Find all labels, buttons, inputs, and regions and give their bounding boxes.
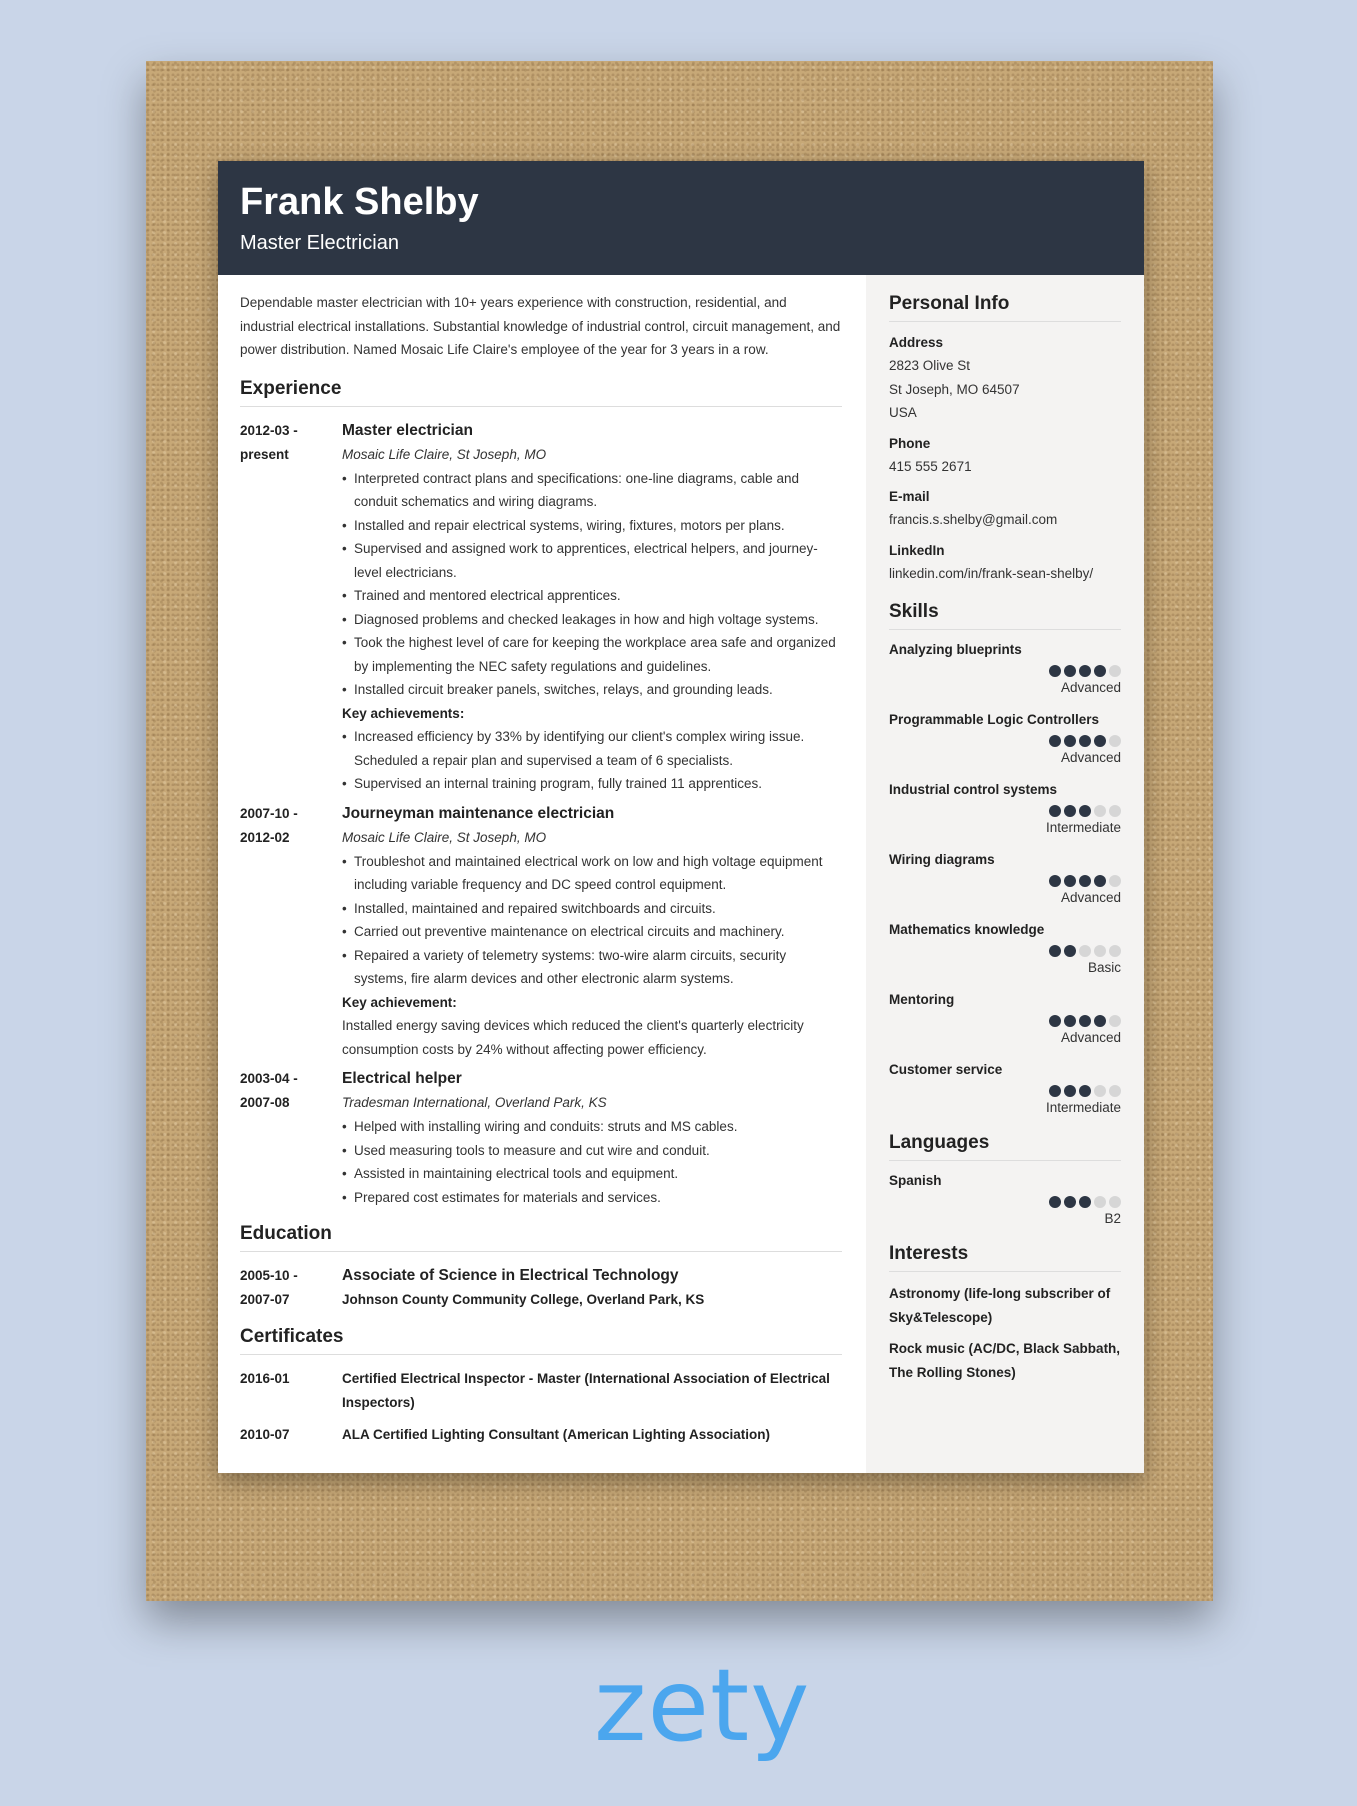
- bullet: • Prepared cost estimates for materials and services.: [342, 1186, 842, 1210]
- rating-dot-empty: [1109, 1085, 1121, 1097]
- email-block: [889, 486, 1121, 532]
- education-date-end: 2007-07: [240, 1292, 290, 1307]
- skill-name: Industrial control systems: [889, 782, 1058, 797]
- phone-block: [889, 433, 1121, 479]
- rating-dots: [889, 1084, 1121, 1098]
- proficiency-level: Basic: [1087, 960, 1121, 975]
- bullet: • Diagnosed problems and checked leakages in how and high voltage systems.: [342, 608, 842, 632]
- skill-item: [889, 710, 1121, 768]
- rating-dot-filled: [1079, 1196, 1091, 1208]
- skill-item: [889, 1060, 1121, 1118]
- proficiency-level: Advanced: [1060, 680, 1121, 695]
- language-name: Spanish: [889, 1173, 942, 1188]
- skill-item: [889, 920, 1121, 978]
- rating-dots: [889, 944, 1121, 958]
- bullet: • Supervised an internal training program, fully trained 11 apprentices.: [342, 772, 842, 796]
- rating-dot-filled: [1079, 665, 1091, 677]
- proficiency-level: Advanced: [1060, 750, 1121, 765]
- job-date-end: present: [240, 446, 289, 462]
- certificate-entry: [240, 1367, 842, 1415]
- rating-dots: [889, 874, 1121, 888]
- rating-dot-filled: [1049, 805, 1061, 817]
- interest-item: Rock music (AC/DC, Black Sabbath, The Rolling Stones): [889, 1341, 1121, 1380]
- education-date-start: 2005-10 -: [240, 1268, 298, 1283]
- skill-item: [889, 640, 1121, 698]
- bullet: • Interpreted contract plans and specifications: one-line diagrams, cable and conduit schematics and wiring diagrams.: [342, 467, 842, 514]
- languages-heading: Languages: [889, 1132, 1121, 1161]
- rating-dot-filled: [1049, 1015, 1061, 1027]
- bullet: • Supervised and assigned work to apprentices, electrical helpers, and journey-level electricians.: [342, 537, 842, 584]
- skill-name: Customer service: [889, 1062, 1003, 1077]
- rating-dot-empty: [1094, 805, 1106, 817]
- proficiency-level: Advanced: [1060, 1030, 1121, 1045]
- rating-dot-filled: [1064, 945, 1076, 957]
- job-role: Electrical helper: [342, 1070, 462, 1087]
- rating-dot-empty: [1094, 1085, 1106, 1097]
- interests-heading: Interests: [889, 1243, 1121, 1272]
- proficiency-level: Advanced: [1060, 890, 1121, 905]
- key-achievement-heading: Key achievement:: [342, 994, 457, 1010]
- rating-dot-empty: [1094, 1196, 1106, 1208]
- sidebar: [866, 275, 1144, 1473]
- job-entry: [240, 419, 842, 796]
- rating-dots: [889, 1195, 1121, 1209]
- rating-dot-filled: [1049, 875, 1061, 887]
- linkedin-label: LinkedIn: [889, 542, 945, 558]
- phone-value: 415 555 2671: [889, 458, 972, 474]
- job-date-start: 2012-03 -: [240, 422, 298, 438]
- email-value: francis.s.shelby@gmail.com: [889, 512, 1058, 527]
- job-bullets: [342, 467, 842, 702]
- skill-item: [889, 780, 1121, 838]
- rating-dot-empty: [1109, 1196, 1121, 1208]
- proficiency-level: Intermediate: [1045, 820, 1121, 835]
- rating-dot-filled: [1064, 735, 1076, 747]
- education-heading: Education: [240, 1223, 842, 1252]
- rating-dot-filled: [1064, 1085, 1076, 1097]
- job-entry: [240, 802, 842, 1062]
- key-achievement-text: Installed energy saving devices which reduced the client's quarterly electricity consumption costs by 24% without affecting power efficiency.: [342, 1018, 804, 1057]
- bullet: • Installed and repair electrical systems, wiring, fixtures, motors per plans.: [342, 514, 842, 538]
- rating-dot-filled: [1049, 735, 1061, 747]
- skills-list: [889, 640, 1121, 1118]
- rating-dot-filled: [1094, 875, 1106, 887]
- achievement-bullets: [342, 725, 842, 796]
- language-item: [889, 1171, 1121, 1229]
- rating-dot-filled: [1079, 735, 1091, 747]
- skills-heading: Skills: [889, 601, 1121, 630]
- rating-dot-filled: [1064, 875, 1076, 887]
- education-dates: [240, 1264, 342, 1312]
- resume-page: [218, 161, 1144, 1473]
- email-label: E-mail: [889, 489, 930, 504]
- rating-dot-empty: [1109, 1015, 1121, 1027]
- rating-dot-empty: [1094, 945, 1106, 957]
- rating-dot-filled: [1079, 805, 1091, 817]
- phone-label: Phone: [889, 435, 931, 451]
- rating-dot-empty: [1109, 665, 1121, 677]
- job-date-end: 2012-02: [240, 829, 290, 845]
- rating-dot-filled: [1079, 1015, 1091, 1027]
- bullet: • Installed circuit breaker panels, switches, relays, and grounding leads.: [342, 678, 842, 702]
- resume-header: [218, 161, 1144, 275]
- skill-name: Mentoring: [889, 992, 955, 1007]
- bullet: • Carried out preventive maintenance on electrical circuits and machinery.: [342, 920, 842, 944]
- certificate-date: 2016-01: [240, 1371, 290, 1386]
- linkedin-value: linkedin.com/in/frank-sean-shelby/: [889, 565, 1094, 581]
- job-date-start: 2003-04 -: [240, 1071, 298, 1086]
- rating-dot-empty: [1109, 945, 1121, 957]
- address-line: 2823 Olive St: [889, 358, 971, 373]
- job-company: Mosaic Life Claire, St Joseph, MO: [342, 829, 547, 845]
- certificates-heading: Certificates: [240, 1326, 842, 1355]
- skill-item: [889, 990, 1121, 1048]
- job-date-start: 2007-10 -: [240, 805, 298, 821]
- certificate-entry: [240, 1423, 842, 1447]
- proficiency-level: Intermediate: [1045, 1100, 1121, 1115]
- rating-dot-filled: [1049, 945, 1061, 957]
- candidate-title: Master Electrician: [240, 232, 399, 254]
- address-block: [889, 332, 1121, 425]
- proficiency-level: B2: [1104, 1211, 1121, 1226]
- skill-item: [889, 850, 1121, 908]
- job-dates: [240, 419, 342, 796]
- bullet: • Troubleshot and maintained electrical work on low and high voltage equipment including variable frequency and DC speed control equipment.: [342, 850, 842, 897]
- rating-dot-empty: [1109, 805, 1121, 817]
- bullet: • Trained and mentored electrical apprentices.: [342, 584, 842, 608]
- rating-dot-filled: [1049, 1196, 1061, 1208]
- summary: Dependable master electrician with 10+ years experience with construction, residential, and industrial electrical installations. Substantial knowledge of industrial control, circuit management, and power distribution. Named Mosaic Life Claire's employee of the year for 3 years in a row.: [240, 295, 841, 357]
- certificate-date: 2010-07: [240, 1427, 290, 1442]
- rating-dot-filled: [1064, 665, 1076, 677]
- rating-dot-empty: [1079, 945, 1091, 957]
- skill-name: Wiring diagrams: [889, 852, 995, 867]
- job-entry: [240, 1067, 842, 1209]
- degree: Associate of Science in Electrical Technology: [342, 1267, 679, 1284]
- interest-item: Astronomy (life-long subscriber of Sky&Telescope): [889, 1286, 1111, 1325]
- bullet: • Took the highest level of care for keeping the workplace area safe and organized by implementing the NEC safety regulations and guidelines.: [342, 631, 842, 678]
- zety-logo: zety: [594, 1647, 811, 1764]
- skill-name: Analyzing blueprints: [889, 642, 1022, 657]
- rating-dot-filled: [1079, 1085, 1091, 1097]
- rating-dot-filled: [1094, 1015, 1106, 1027]
- rating-dots: [889, 1014, 1121, 1028]
- bullet: • Installed, maintained and repaired switchboards and circuits.: [342, 897, 842, 921]
- skill-name: Programmable Logic Controllers: [889, 712, 1100, 727]
- education-entry: [240, 1264, 842, 1312]
- key-achievements-heading: Key achievements:: [342, 705, 465, 721]
- certificate-name: Certified Electrical Inspector - Master (International Association of Electrical Inspectors): [342, 1371, 830, 1410]
- job-dates: [240, 802, 342, 1062]
- job-bullets: [342, 1115, 842, 1209]
- candidate-name: Frank Shelby: [240, 181, 479, 223]
- skill-name: Mathematics knowledge: [889, 922, 1045, 937]
- rating-dot-filled: [1049, 1085, 1061, 1097]
- rating-dot-filled: [1094, 665, 1106, 677]
- bullet: • Assisted in maintaining electrical tools and equipment.: [342, 1162, 842, 1186]
- school: Johnson County Community College, Overland Park, KS: [342, 1292, 705, 1307]
- rating-dot-filled: [1064, 805, 1076, 817]
- linkedin-block: [889, 540, 1121, 586]
- languages-list: [889, 1171, 1121, 1229]
- main-column: [218, 275, 866, 1473]
- address-line: USA: [889, 405, 917, 420]
- rating-dot-filled: [1064, 1196, 1076, 1208]
- rating-dots: [889, 734, 1121, 748]
- rating-dot-filled: [1079, 875, 1091, 887]
- personal-info-heading: Personal Info: [889, 293, 1121, 322]
- job-company: Mosaic Life Claire, St Joseph, MO: [342, 446, 547, 462]
- job-role: Journeyman maintenance electrician: [342, 804, 615, 822]
- address-label: Address: [889, 335, 944, 350]
- rating-dot-filled: [1094, 735, 1106, 747]
- bullet: • Increased efficiency by 33% by identifying our client's complex wiring issue. Scheduled a repair plan and supervised a team of 6 specialists.: [342, 725, 842, 772]
- job-dates: [240, 1067, 342, 1209]
- bullet: • Helped with installing wiring and conduits: struts and MS cables.: [342, 1115, 842, 1139]
- bullet: • Repaired a variety of telemetry systems: two-wire alarm circuits, security systems, fire alarm devices and other electronic alarm systems.: [342, 944, 842, 991]
- experience-heading: Experience: [240, 378, 842, 407]
- rating-dot-empty: [1109, 735, 1121, 747]
- rating-dot-filled: [1049, 665, 1061, 677]
- rating-dots: [889, 664, 1121, 678]
- rating-dots: [889, 804, 1121, 818]
- job-role: Master electrician: [342, 421, 473, 439]
- job-date-end: 2007-08: [240, 1095, 290, 1110]
- rating-dot-empty: [1109, 875, 1121, 887]
- job-bullets: [342, 850, 842, 991]
- job-company: Tradesman International, Overland Park, KS: [342, 1095, 607, 1110]
- rating-dot-filled: [1064, 1015, 1076, 1027]
- bullet: • Used measuring tools to measure and cut wire and conduit.: [342, 1139, 842, 1163]
- certificate-name: ALA Certified Lighting Consultant (American Lighting Association): [342, 1427, 770, 1442]
- address-line: St Joseph, MO 64507: [889, 381, 1020, 397]
